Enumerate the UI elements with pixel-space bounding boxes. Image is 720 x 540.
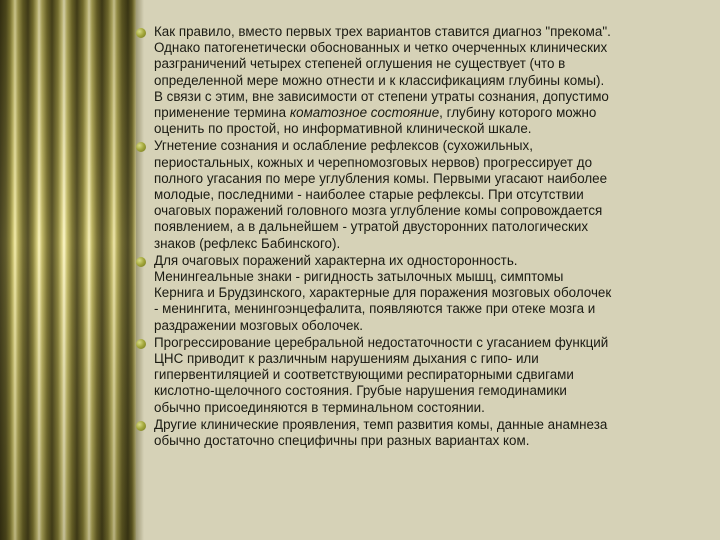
paragraph-1-text-end: , глубину которого можно оценить по простой, но информативной клинической шкале. [154,105,597,137]
list-item [132,417,704,449]
bullet-icon [136,257,146,267]
bullet-icon [136,142,146,152]
slide-content [132,24,704,449]
list-item [132,335,704,416]
paragraph-2: Угнетение сознания и ослабление рефлексов (сухожильных, периостальных, кожных и черепномозговых нервов) прогрессирует до полного угасания по мере углубления комы. Первыми угасают наиболее молодые, последними - наиболее старые рефлексы. При отсутствии очаговых поражений головного мозга углубление комы сопровождается появлением, а в дальнейшем - утратой двусторонних патологических знаков (рефлекс Бабинского). [154,138,608,251]
paragraph-1-emphasis: коматозное состояние [289,105,440,121]
gold-pillar-decoration [0,0,136,540]
list-item [132,138,704,251]
bullet-list [132,24,704,449]
paragraph-4: Прогрессирование церебральной недостаточности с угасанием функций ЦНС приводит к различным нарушениям дыхания с гипо- или гипервентиляцией и соответствующими респираторными сдвигами кислотно-щелочного состояния. Грубые нарушения гемодинамики обычно присоединяются в терминальном состоянии. [154,334,609,415]
paragraph-1-text: Как правило, вместо первых трех вариантов ставится диагноз "прекома". Однако патогенетически обоснованных и четко очерченных клинических разграничений четырех степеней оглушения не существует (что в определенной мере можно отнести и к классификациям глубины комы). В связи с этим, вне зависимости от степени утраты сознания, допустимо применение термина [154,24,611,121]
bullet-icon [136,421,146,431]
list-item [132,24,704,137]
paragraph-5: Другие клинические проявления, темп развития комы, данные анамнеза обычно достаточно специфичны при разных вариантах ком. [154,416,608,449]
bullet-icon [136,28,146,38]
list-item [132,253,704,334]
bullet-icon [136,339,146,349]
paragraph-3: Для очаговых поражений характерна их односторонность. Менингеальные знаки - ригидность затылочных мышц, симптомы Кернига и Брудзинского, характерные для поражения мозговых оболочек - менингита, менингоэнцефалита, появляются также при отеке мозга и раздражении мозговых оболочек. [154,252,612,333]
paragraph-1 [154,24,704,137]
